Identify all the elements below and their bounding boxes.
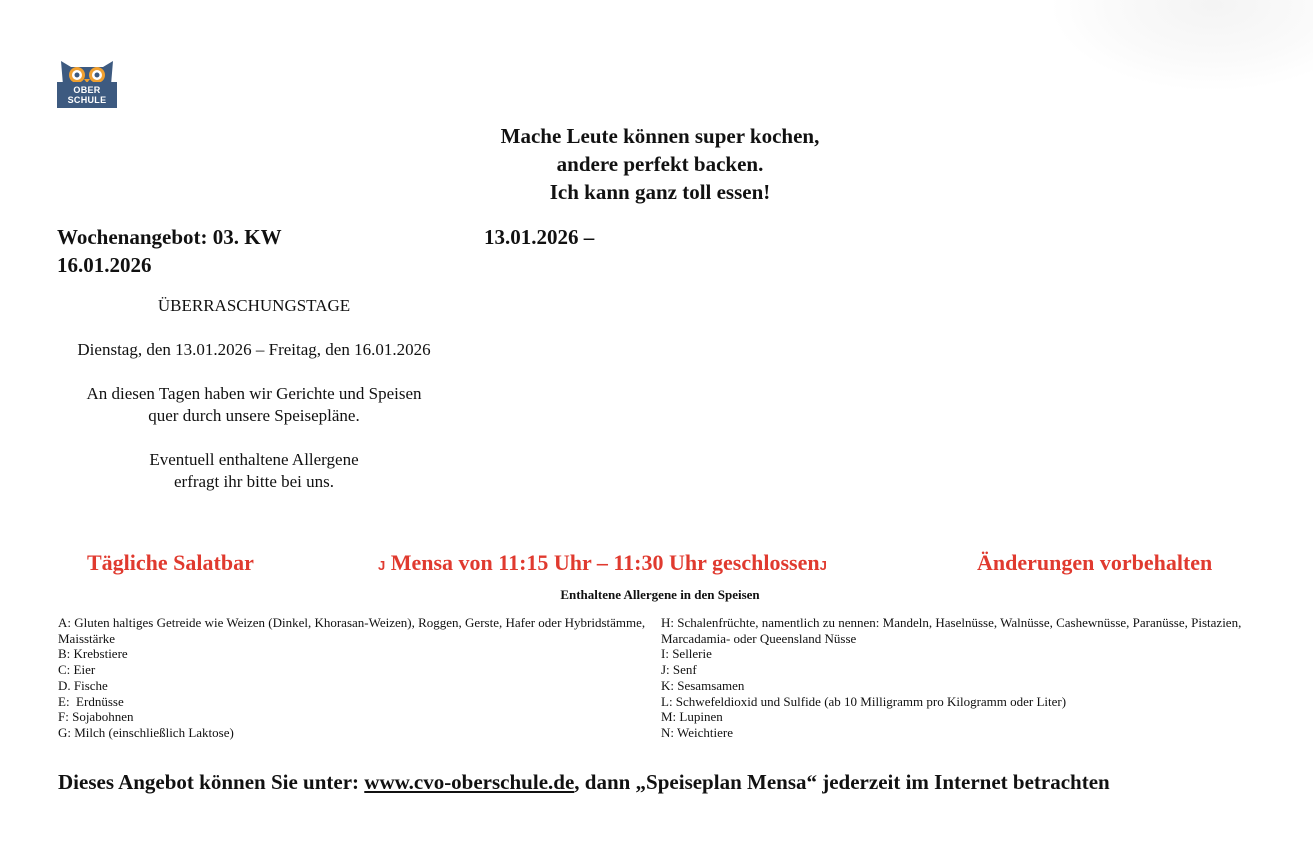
allergen-item: I: Sellerie	[661, 646, 712, 662]
website-link[interactable]: www.cvo-oberschule.de	[364, 770, 575, 794]
allergen-item: C: Eier	[58, 662, 96, 678]
motto	[440, 122, 880, 206]
footer-suffix: , dann „Speiseplan Mensa“ jederzeit im Internet betrachten	[574, 770, 1110, 794]
allergen-list-left	[58, 615, 648, 741]
allergen-item: K: Sesamsamen	[661, 677, 745, 693]
surprise-heading: ÜBERRASCHUNGSTAGE	[157, 296, 351, 315]
allergen-item: N: Weichtiere	[661, 724, 733, 740]
surprise-days-section	[55, 295, 453, 493]
motto-line-1: Mache Leute können super kochen,	[500, 124, 820, 148]
corner-shading	[1053, 0, 1313, 90]
logo-text-line1: OBER	[73, 85, 101, 95]
notice-bar	[0, 548, 1313, 578]
changes-notice: Änderungen vorbehalten	[977, 550, 1213, 575]
mensa-marker-right: J	[819, 558, 827, 573]
surprise-text-line1: An diesen Tagen haben wir Gerichte und Speisen	[86, 384, 422, 403]
week-title: Wochenangebot: 03. KW	[57, 225, 282, 249]
allergy-note-line2: erfragt ihr bitte bei uns.	[173, 472, 335, 491]
motto-line-2: andere perfekt backen.	[556, 152, 764, 176]
school-logo	[57, 57, 117, 109]
allergen-list-right	[661, 615, 1261, 741]
week-range-end: 16.01.2026	[57, 253, 152, 277]
allergen-heading: Enthaltene Allergene in den Speisen	[560, 587, 760, 602]
allergen-item: A: Gluten haltiges Getreide wie Weizen (Dinkel, Khorasan-Weizen), Roggen, Gerste, Hafer oder Hybridstämme, Maisstärke	[58, 615, 646, 646]
allergen-item: F: Sojabohnen	[58, 709, 134, 725]
owl-icon	[57, 57, 117, 85]
logo-text-line2: SCHULE	[67, 95, 107, 105]
logo-text	[57, 82, 117, 108]
allergen-item: B: Krebstiere	[58, 646, 128, 662]
allergen-item: L: Schwefeldioxid und Sulfide (ab 10 Milligramm pro Kilogramm oder Liter)	[661, 693, 1067, 709]
surprise-dates: Dienstag, den 13.01.2026 – Freitag, den 16.01.2026	[77, 340, 431, 359]
week-range-start: 13.01.2026 –	[484, 225, 595, 249]
footer-note	[58, 768, 1308, 796]
allergen-item: G: Milch (einschließlich Laktose)	[58, 724, 234, 740]
mensa-closed-notice	[378, 548, 827, 581]
allergen-item: J: Senf	[661, 662, 697, 678]
salad-bar-notice: Tägliche Salatbar	[87, 550, 254, 575]
surprise-text-line2: quer durch unsere Speisepläne.	[148, 406, 360, 425]
allergen-item: D. Fische	[58, 677, 108, 693]
allergen-item: M: Lupinen	[661, 709, 723, 725]
footer-prefix: Dieses Angebot können Sie unter:	[58, 770, 365, 794]
motto-line-3: Ich kann ganz toll essen!	[549, 180, 771, 204]
mensa-closed-text: Mensa von 11:15 Uhr – 11:30 Uhr geschlossen	[385, 550, 820, 575]
allergen-item: E: Erdnüsse	[58, 693, 124, 709]
allergen-item: H: Schalenfrüchte, namentlich zu nennen: Mandeln, Haselnüsse, Walnüsse, Cashewnüsse, Paranüsse, Pistazien, Marcadamia- oder Queensland Nüsse	[661, 615, 1242, 646]
allergy-note-line1: Eventuell enthaltene Allergene	[149, 450, 359, 469]
mensa-marker-left: J	[378, 558, 386, 573]
